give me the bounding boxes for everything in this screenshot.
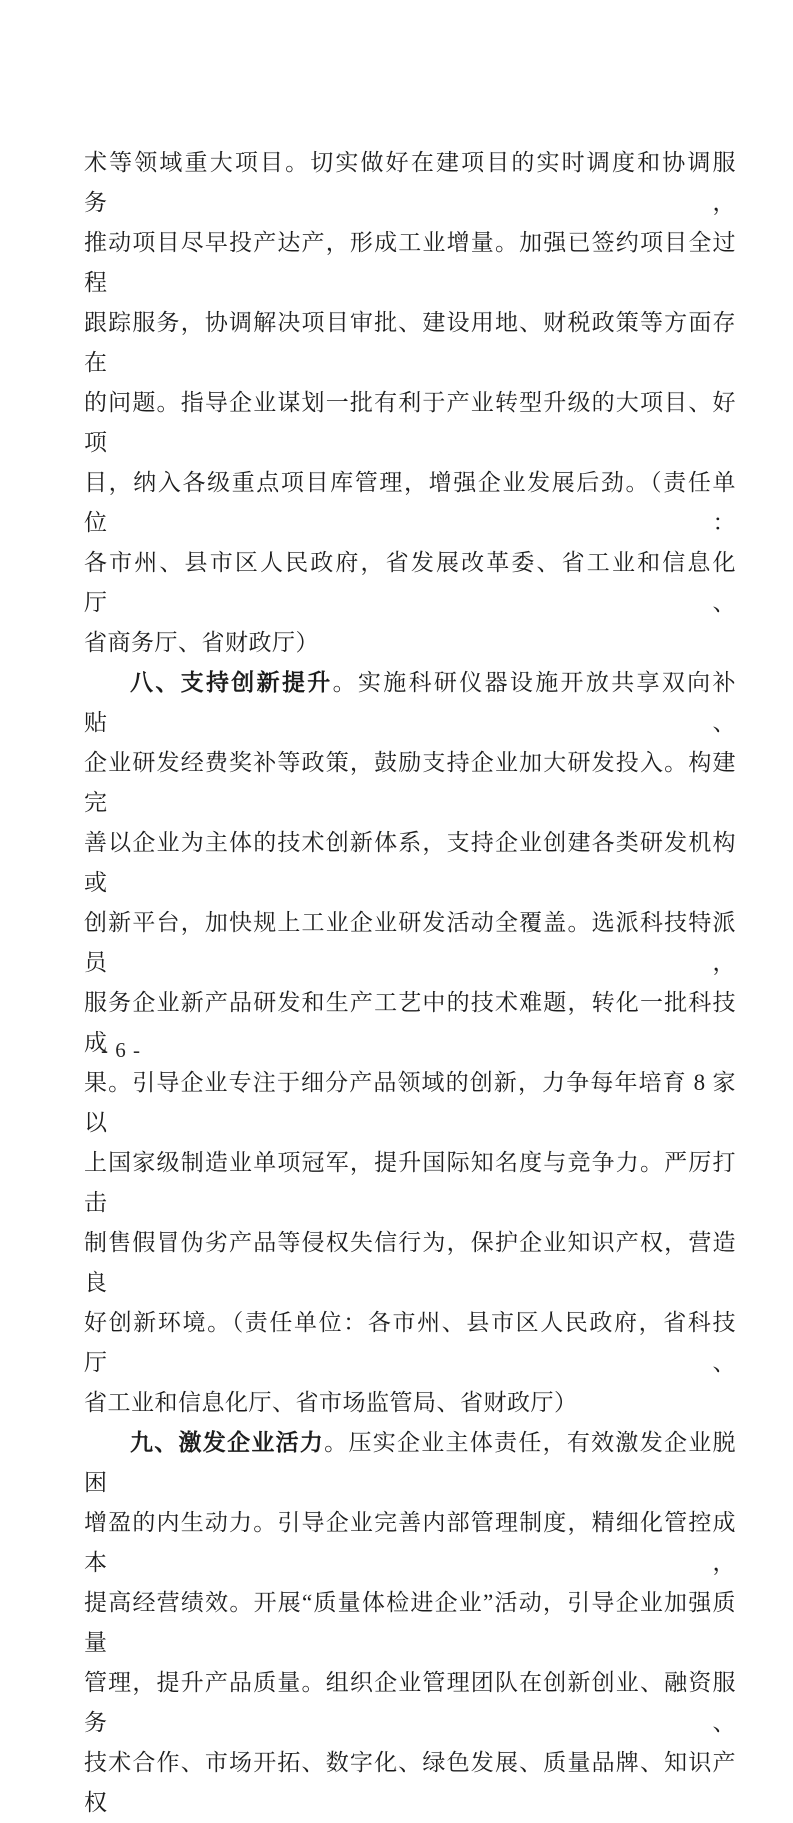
line-text: 跟踪服务，协调解决项目审批、建设用地、财税政策等方面存在	[84, 310, 736, 375]
doc-line	[84, 1743, 736, 1823]
line-text: 好创新环境。（责任单位：各市州、县市区人民政府，省科技厅、	[84, 1310, 736, 1375]
line-text: 省商务厅、省财政厅）	[84, 630, 319, 655]
line-text: 推动项目尽早投产达产，形成工业增量。加强已签约项目全过程	[84, 230, 736, 295]
section-heading: 八、支持创新提升	[130, 670, 333, 696]
doc-line	[84, 1663, 736, 1743]
doc-line	[84, 623, 736, 663]
doc-line	[84, 1383, 736, 1423]
page-number: - 6 -	[101, 1038, 141, 1062]
doc-line	[84, 983, 736, 1063]
doc-line	[84, 463, 736, 543]
line-text: 上国家级制造业单项冠军，提升国际知名度与竞争力。严厉打击	[84, 1150, 736, 1215]
line-text: 管理，提升产品质量。组织企业管理团队在创新创业、融资服务、	[84, 1670, 736, 1735]
doc-line	[84, 1143, 736, 1223]
doc-line	[84, 1503, 736, 1583]
line-text: 目，纳入各级重点项目库管理，增强企业发展后劲。（责任单位：	[84, 470, 736, 535]
doc-line	[84, 303, 736, 383]
line-text: 各市州、县市区人民政府，省发展改革委、省工业和信息化厅、	[84, 550, 736, 615]
line-text: 企业研发经费奖补等政策，鼓励支持企业加大研发投入。构建完	[84, 750, 736, 815]
doc-line	[84, 1303, 736, 1383]
line-text: 创新平台，加快规上工业企业研发活动全覆盖。选派科技特派员，	[84, 910, 736, 975]
line-text: 提高经营绩效。开展“质量体检进企业”活动，引导企业加强质量	[84, 1590, 736, 1655]
doc-line	[84, 1063, 736, 1143]
section-heading: 九、激发企业活力	[130, 1430, 325, 1456]
doc-line	[84, 383, 736, 463]
doc-line	[84, 743, 736, 823]
line-text: 服务企业新产品研发和生产工艺中的技术难题，转化一批科技成	[84, 990, 736, 1055]
line-text: 制售假冒伪劣产品等侵权失信行为，保护企业知识产权，营造良	[84, 1230, 736, 1295]
line-text: 技术合作、市场开拓、数字化、绿色发展、质量品牌、知识产权	[84, 1750, 736, 1815]
doc-line	[84, 143, 736, 223]
doc-line	[84, 543, 736, 623]
line-text: 善以企业为主体的技术创新体系，支持企业创建各类研发机构或	[84, 830, 736, 895]
doc-line	[84, 223, 736, 303]
line-text: 。压实企业主体责任，有效激发企业脱困	[84, 1430, 737, 1495]
doc-line	[84, 1223, 736, 1303]
line-text: 。实施科研仪器设施开放共享双向补贴、	[84, 670, 737, 735]
line-text: 术等领域重大项目。切实做好在建项目的实时调度和协调服务，	[84, 150, 736, 215]
doc-line	[84, 823, 736, 903]
line-text: 果。引导企业专注于细分产品领域的创新，力争每年培育 8 家以	[84, 1070, 736, 1135]
line-text: 省工业和信息化厅、省市场监管局、省财政厅）	[84, 1390, 578, 1415]
doc-line-section-9	[84, 1423, 736, 1503]
doc-line	[84, 903, 736, 983]
doc-line	[84, 1583, 736, 1663]
line-text: 的问题。指导企业谋划一批有利于产业转型升级的大项目、好项	[84, 390, 736, 455]
line-text: 增盈的内生动力。引导企业完善内部管理制度，精细化管控成本，	[84, 1510, 736, 1575]
document-text	[84, 143, 736, 1823]
doc-line-section-8	[84, 663, 736, 743]
